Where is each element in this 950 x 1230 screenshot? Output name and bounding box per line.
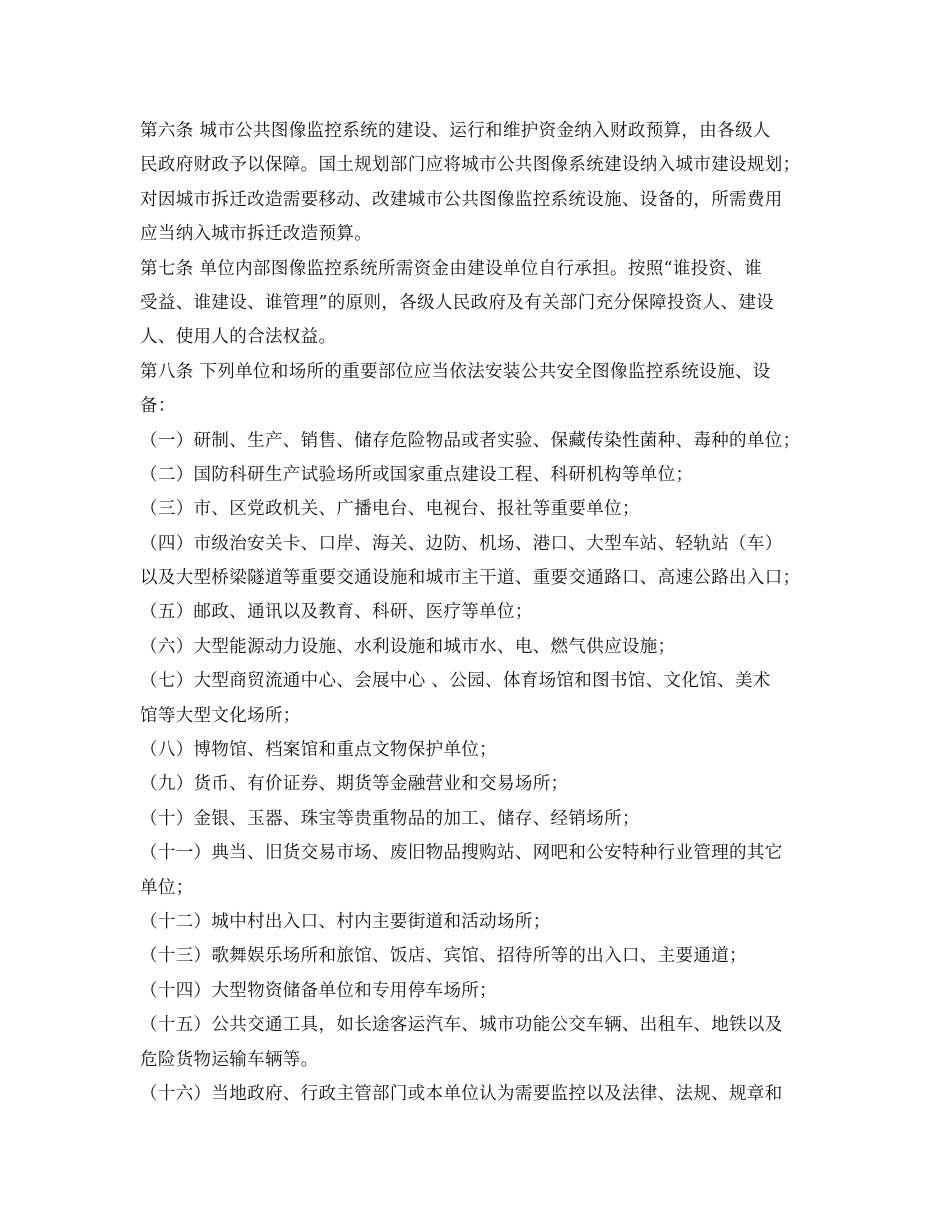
list-item: （三）市、区党政机关、广播电台、电视台、报社等重要单位； bbox=[140, 499, 640, 520]
list-item: （六）大型能源动力设施、水利设施和城市水、电、燃气供应设施； bbox=[140, 636, 676, 657]
list-item: （四）市级治安关卡、口岸、海关、边防、机场、港口、大型车站、轻轨站（车） bbox=[140, 533, 783, 554]
text-line: 备： bbox=[140, 396, 176, 417]
list-item: （九）货币、有价证券、期货等金融营业和交易场所； bbox=[140, 774, 569, 795]
text-line: 民政府财政予以保障。国土规划部门应将城市公共图像系统建设纳入城市建设规划； bbox=[140, 155, 801, 176]
list-item: （二）国防科研生产试验场所或国家重点建设工程、科研机构等单位； bbox=[140, 464, 694, 485]
list-item: （一）研制、生产、销售、储存危险物品或者实验、保藏传染性菌种、毒种的单位； bbox=[140, 430, 801, 451]
list-item: （七）大型商贸流通中心、会展中心 、公园、体育场馆和图书馆、文化馆、美术 bbox=[140, 671, 771, 692]
list-item: （十四）大型物资储备单位和专用停车场所； bbox=[140, 980, 497, 1001]
text-line: 对因城市拆迁改造需要移动、改建城市公共图像监控系统设施、设备的，所需费用 bbox=[140, 189, 783, 210]
document-body bbox=[140, 114, 822, 1111]
list-item: （十二）城中村出入口、村内主要街道和活动场所； bbox=[140, 911, 551, 932]
text-line: 第七条 单位内部图像监控系统所需资金由建设单位自行承担。按照“谁投资、谁 bbox=[140, 258, 763, 279]
list-item: （十五）公共交通工具，如长途客运汽车、城市功能公交车辆、出租车、地铁以及 bbox=[140, 1015, 783, 1036]
text-line: 馆等大型文化场所； bbox=[140, 705, 301, 726]
text-line: 第八条 下列单位和场所的重要部位应当依法安装公共安全图像监控系统设施、设 bbox=[140, 361, 771, 382]
text-line: 受益、谁建设、谁管理”的原则，各级人民政府及有关部门充分保障投资人、建设 bbox=[140, 292, 775, 313]
text-line: 危险货物运输车辆等。 bbox=[140, 1049, 319, 1070]
text-line: 第六条 城市公共图像监控系统的建设、运行和维护资金纳入财政预算，由各级人 bbox=[140, 121, 771, 141]
text-line: 应当纳入城市拆迁改造预算。 bbox=[140, 224, 373, 245]
list-item: （八）博物馆、档案馆和重点文物保护单位； bbox=[140, 740, 497, 761]
text-line: 人、使用人的合法权益。 bbox=[140, 327, 337, 348]
text-line: 以及大型桥梁隧道等重要交通设施和城市主干道、重要交通路口、高速公路出入口； bbox=[140, 568, 801, 589]
list-item: （十六）当地政府、行政主管部门或本单位认为需要监控以及法律、法规、规章和 bbox=[140, 1083, 783, 1104]
text-line: 单位； bbox=[140, 877, 194, 898]
list-item: （五）邮政、通讯以及教育、科研、医疗等单位； bbox=[140, 602, 533, 623]
list-item: （十三）歌舞娱乐场所和旅馆、饭店、宾馆、招待所等的出入口、主要通道； bbox=[140, 946, 747, 967]
list-item: （十一）典当、旧货交易市场、废旧物品搜购站、网吧和公安特种行业管理的其它 bbox=[140, 843, 783, 864]
list-item: （十）金银、玉器、珠宝等贵重物品的加工、储存、经销场所； bbox=[140, 808, 640, 829]
